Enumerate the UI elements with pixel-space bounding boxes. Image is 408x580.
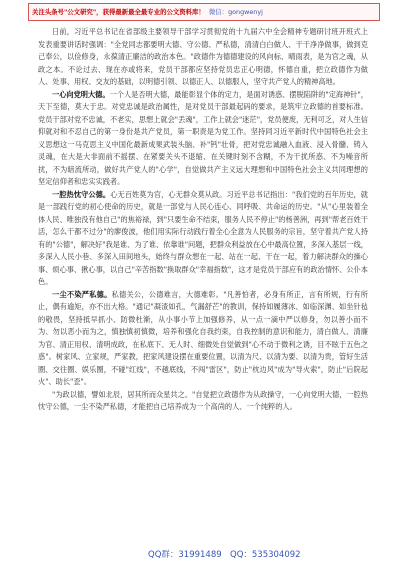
page-footer <box>0 548 408 566</box>
header-banner <box>28 3 380 21</box>
paragraph-public-virtue: 一腔热忱守公德。心无百姓莫为官，心无群众莫从政。习近平总书记指出："我们党的百年历史，就是一部践行党的初心使命的历史，就是一部党与人民心连心、同呼吸、共命运的历史。"从"心里装着全体人民、唯独没有他自己"的焦裕禄，到"只要生命不结束，服务人民不停止"的杨善洲，再到"帮老百姓干活，怎么干都不过分"的廖俊波，他们用实际行动践行着全心全意为人民服务的宗旨，坚守着共产党人持有的"公德"，解决好"我是谁、为了谁、依靠谁"问题，把群众利益放在心中最高位置，多深入基层一线，多深入人民小巷、多深入田间地头，始终与群众想在一起、站在一起、干在一起，着力解决群众的操心事、烦心事、揪心事，以自己"辛苦指数"换取群众"幸福指数"，这才是党员干部应有的政治情怀、公仆本色。 <box>38 189 368 286</box>
banner-promo-text: 关注头条号"公文研究"，获得最新最全最专业的公文资料库！ <box>32 8 205 16</box>
section-lead: 一心向党明大德。 <box>52 89 110 99</box>
section-lead: 一尘不染严私德。 <box>52 289 112 299</box>
qq-number-text: QQ：535304092 <box>230 550 301 560</box>
banner-wechat-text: 微信：gongwenyj <box>208 8 263 16</box>
qq-group-text: QQ群：31991489 <box>148 550 222 560</box>
paragraph-private-virtue: 一尘不染严私德。私德关公，公德难言，大德难彰。"凡善怕者，必身有所正，言有所规，行有所止，偶有逾矩，亦不出大格。"通记"凝渣如孔，气漏舒芒"的教训，保持如履薄冰、如临深渊、如坐针毡的敬畏，坚持抵早抓小、防微杜渐，从小事小节上加强修养，从一点一滴中严以修身，勿以善小而不为、勿以恶小而为之，慎独慎初慎微，培养和强化自我约束，自我控制的意识和能力，清白做人、清廉为官、清正用权、清明成政，在私底下、无人时、细微处自觉做到"心不动于微利之诱，目不眩于五色之惑"。树家风、立家规，严家教，把家风建设摆在重要位置，以清为尺、以清为要、以清为贵，管好生活圈、交往圈、娱乐圈，不碰"红线"，不越底线，不闯"雷区"，防止"枕边风"成为"导火索"，防止"后院起火"、助长"歪"。 <box>38 289 368 386</box>
paragraph-great-virtue: 一心向党明大德。一个人是否明大德，最能彰显个体的定力，是面对诱惑、摆脱陷阱的"定海神针"，天下至德，莫大于忠。对党忠诚是政治属性，是对党员干部最起码的要求，是筑牢立政德的首要标准。党员干部对党不忠诚，不老实，思想上就会"丢魂"，工作上就会"迷茫"，党员便废，无利可乏，对人生信仰就对和不忍自己的第一身份是共产党员，第一职责是为党工作。坚持同习近平新时代中国特色社会主义思想这一马克思主义中国化最新成果武装头脑、补"钙"壮骨，把对党忠诚融入血液、浸入骨髓、铸入灵魂，在大是大非面前不摇摆、在紧要关头不退缩、在关键时刻不含糊，不为干扰所惑、不为噪音所扰，不为暗流所动，做好共产党人的"心学"，自觉做共产主义远大理想和中国特色社会主义共同理想的坚定信仰者和忠实实践者。 <box>38 89 368 186</box>
paragraph-conclusion: "为政以德，譬如北辰，居其所而众星共之。"自觉把立政德作为从政操守，一心向党明大德，一腔热忱守公德，一尘不染严私德，才能把自己培养成为一个高尚的人、一个纯粹的人。 <box>38 389 368 411</box>
paragraph-intro: 日前，习近平总书记在省部级主要领导干部学习贯彻党的十九届六中全会精神专题研讨班开班式上发表重要讲话时强调："全党同志都要明大德、守公德、严私德，清清白白做人、干干净净做事，做到克己奉公，以俭修身，永葆清正廉洁的政治本色。"政德作为德德建设的风向标、晴雨表，是为官之魂，从政之本。不论过去、现在亦或将来，党员干部都应坚持党员忠正心明德，怀德自重，把立政德作为做人、处事、用权、交友的基础，以明德引领、以德正人、以德服人，坚守共产党人的精神高地。 <box>38 27 368 86</box>
article-body <box>38 26 368 541</box>
section-lead: 一腔热忱守公德。 <box>52 189 111 199</box>
